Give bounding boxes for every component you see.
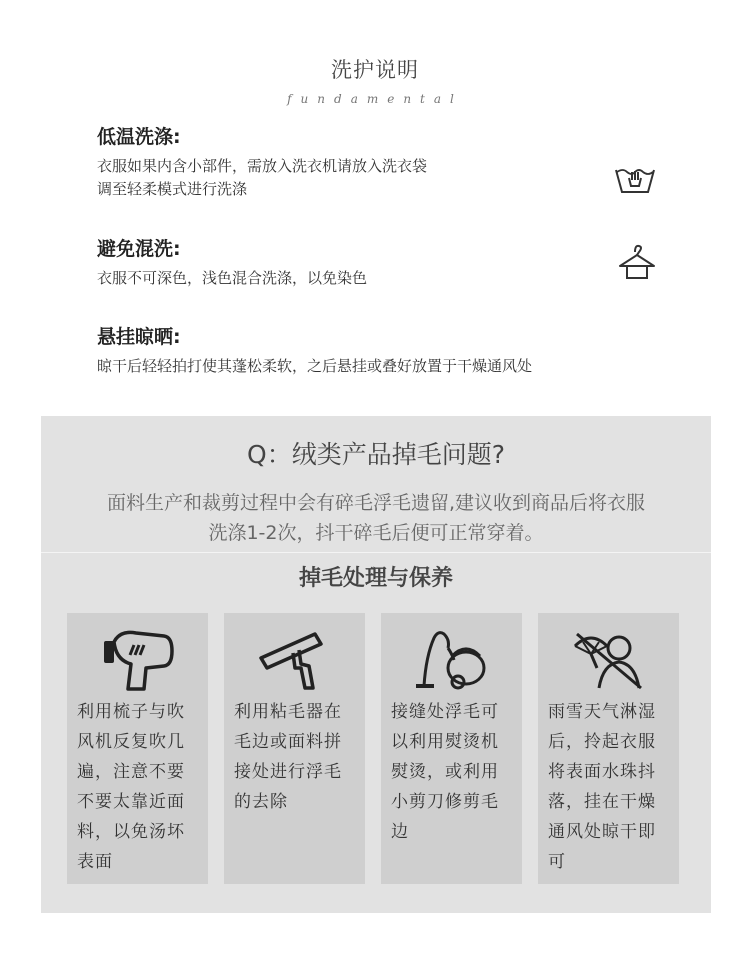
vacuum-cleaner-icon	[381, 621, 522, 701]
care-line: 衣服不可深色，浅色混合洗涤，以免染色	[97, 269, 368, 287]
tips-title: 掉毛处理与保养	[298, 566, 453, 591]
lint-roller-icon	[224, 621, 365, 701]
divider	[41, 552, 711, 553]
faq-answer	[41, 488, 711, 548]
care-heading: 低温洗涤:	[97, 126, 181, 148]
tip-text: 雨雪天气淋湿后，拎起衣服将表面水珠抖落，挂在干燥通风处晾干即可	[548, 702, 656, 872]
care-heading: 悬挂晾晒:	[97, 326, 181, 348]
faq-answer-line: 洗涤1-2次，抖干碎毛后便可正常穿着。	[208, 522, 544, 544]
tip-text: 利用梳子与吹风机反复吹几遍，注意不要不要太靠近面料，以免汤坏表面	[77, 702, 185, 872]
faq-answer-line: 面料生产和裁剪过程中会有碎毛浮毛遗留,建议收到商品后将衣服	[106, 492, 646, 514]
care-low-temp-wash	[97, 122, 657, 201]
care-text	[97, 155, 657, 201]
tip-text: 接缝处浮毛可以利用熨烫机熨烫，或利用小剪刀修剪毛边	[391, 702, 499, 842]
wash-basin-icon	[613, 160, 657, 200]
hair-dryer-icon	[67, 621, 208, 701]
care-avoid-mix-wash	[97, 234, 657, 290]
tip-card-rain-shake	[538, 613, 679, 884]
care-text	[97, 267, 657, 290]
hanger-icon	[617, 242, 657, 286]
faq-panel	[41, 416, 711, 913]
care-line: 衣服如果内含小部件，需放入洗衣机请放入洗衣袋	[97, 157, 428, 175]
tip-text: 利用粘毛器在毛边或面料拼接处进行浮毛的去除	[234, 702, 342, 812]
tip-card-vacuum-cleaner	[381, 613, 522, 884]
care-heading: 避免混洗:	[97, 238, 181, 260]
faq-question: Q：绒类产品掉毛问题?	[247, 440, 505, 469]
care-hang-dry	[97, 322, 697, 378]
care-line: 晾干后轻轻拍打使其蓬松柔软，之后悬挂或叠好放置于干燥通风处	[97, 357, 533, 375]
tip-card-lint-roller	[224, 613, 365, 884]
no-rain-icon	[538, 621, 679, 701]
care-text	[97, 355, 697, 378]
page-title: 洗护说明	[331, 58, 419, 82]
care-line: 调至轻柔模式进行洗涤	[97, 180, 248, 198]
page-subtitle: fundamental	[287, 92, 463, 106]
tip-card-hair-dryer	[67, 613, 208, 884]
